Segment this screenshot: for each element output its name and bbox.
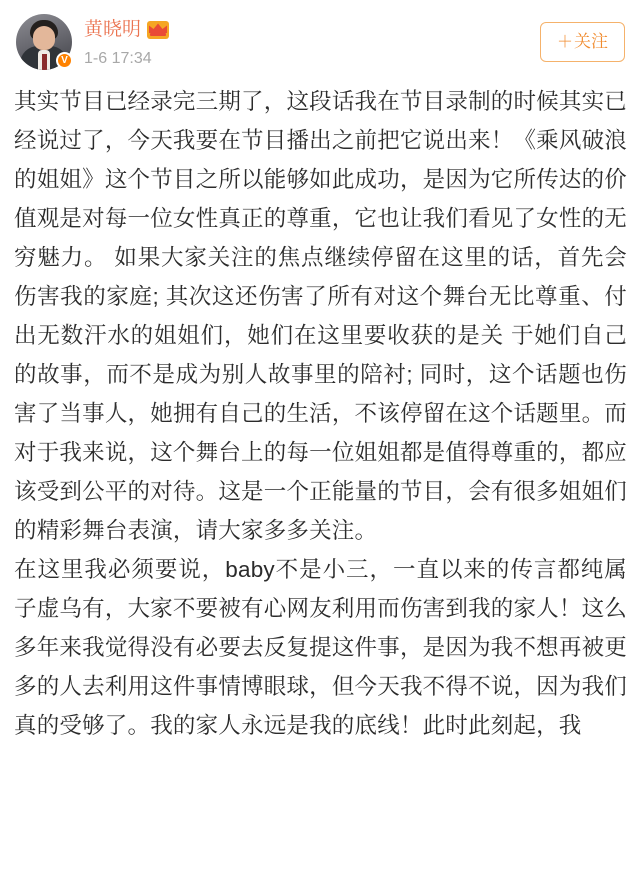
avatar-tie-shape: [42, 54, 47, 70]
author-name[interactable]: 黄晓明: [84, 19, 142, 40]
post-header: [0, 0, 641, 76]
plus-icon: ＋: [556, 34, 573, 51]
avatar[interactable]: [16, 14, 72, 70]
avatar-face-shape: [33, 26, 55, 50]
post-paragraph: 在这里我必须要说，baby不是小三，一直以来的传言都纯属子虚乌有，大家不要被有心网友利用而伤害到我的家人！这么多年来我觉得没有必要去反复提这件事，是因为我不想再被更多的人去利用这件事情博眼球，但今天我不得不说，因为我们真的受够了。我的家人永远是我的底线！此时此刻起，我: [14, 557, 627, 738]
post-paragraph: 其实节目已经录完三期了，这段话我在节目录制的时候其实已经说过了，今天我要在节目播出之前把它说出来！《乘风破浪的姐姐》这个节目之所以能够如此成功，是因为它所传达的价值观是对每一位女性真正的尊重，它也让我们看见了女性的无穷魅力。 如果大家关注的焦点继续停留在这里的话，首先会伤害我的家庭; 其次这还伤害了所有对这个舞台无比尊重、付出无数汗水的姐姐们，她们在这里要收获的是关 于她们自己的故事，而不是成为别人故事里的陪衬; 同时，这个话题也伤害了当事人，她拥有自己的生活，不该停留在这个话题里。而对于我来说，这个舞台上的每一位姐姐都是值得尊重的，都应该受到公平的对待。这是一个正能量的节目，会有很多姐姐们的精彩舞台表演，请大家多多关注。: [14, 89, 627, 543]
post-timestamp: 1-6 17:34: [84, 50, 152, 67]
follow-button[interactable]: [540, 22, 625, 62]
post-content: [0, 76, 641, 745]
follow-button-label: 关注: [574, 32, 608, 51]
crown-badge-icon: [147, 21, 169, 39]
verified-badge-icon: V: [56, 52, 73, 69]
